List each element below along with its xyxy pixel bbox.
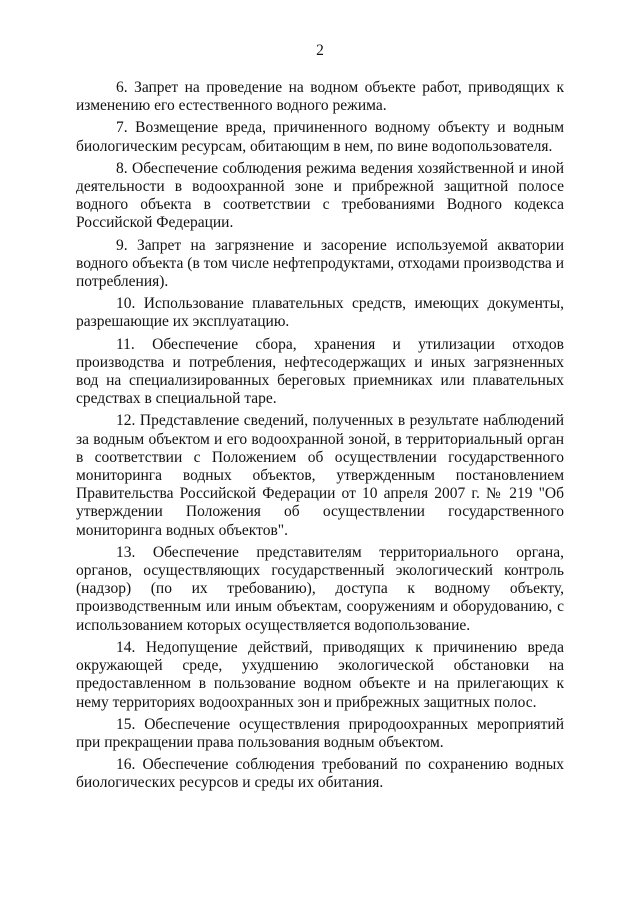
paragraph-item-8: 8. Обеспечение соблюдения режима ведения хозяйственной и иной деятельности в водоохранной зоне и прибрежной защитной полосе водного объекта в соответствии с требованиями Водного кодекса Российской Федерации.: [76, 159, 564, 232]
paragraph-item-12: 12. Представление сведений, полученных в результате наблюдений за водным объектом и его водоохранной зоной, в территориальный орган в соответствии с Положением об осуществлении государственного мониторинга водных объектов, утвержденным постановлением Правительства Российской Федерации от 10 апреля 2007 г. № 219 "Об утверждении Положения об осуществлении государственного мониторинга водных объектов".: [76, 412, 564, 539]
paragraph-item-7: 7. Возмещение вреда, причиненного водному объекту и водным биологическим ресурсам, обитающим в нем, по вине водопользователя.: [76, 119, 564, 155]
paragraph-item-11: 11. Обеспечение сбора, хранения и утилизации отходов производства и потребления, нефтесодержащих и иных загрязненных вод на специализированных береговых приемниках или плавательных средствах в специальной таре.: [76, 335, 564, 408]
paragraph-item-13: 13. Обеспечение представителям территориального органа, органов, осуществляющих государственный экологический контроль (надзор) (по их требованию), доступа к водному объекту, производственным или иным объектам, сооружениям и оборудованию, с использованием которых осуществляется водопользование.: [76, 543, 564, 634]
paragraph-item-14: 14. Недопущение действий, приводящих к причинению вреда окружающей среде, ухудшению экологической обстановки на предоставленном в пользование водном объекте и на прилегающих к нему территориях водоохранных зон и прибрежных защитных полос.: [76, 638, 564, 711]
paragraph-item-16: 16. Обеспечение соблюдения требований по сохранению водных биологических ресурсов и среды их обитания.: [76, 756, 564, 792]
paragraph-item-15: 15. Обеспечение осуществления природоохранных мероприятий при прекращении права пользования водным объектом.: [76, 715, 564, 751]
page-number: 2: [316, 42, 324, 59]
paragraph-item-9: 9. Запрет на загрязнение и засорение используемой акватории водного объекта (в том числе нефтепродуктами, отходами производства и потребления).: [76, 236, 564, 291]
document-body: [76, 79, 564, 797]
paragraph-item-10: 10. Использование плавательных средств, имеющих документы, разрешающие их эксплуатацию.: [76, 295, 564, 331]
paragraph-item-6: 6. Запрет на проведение на водном объекте работ, приводящих к изменению его естественного водного режима.: [76, 79, 564, 115]
